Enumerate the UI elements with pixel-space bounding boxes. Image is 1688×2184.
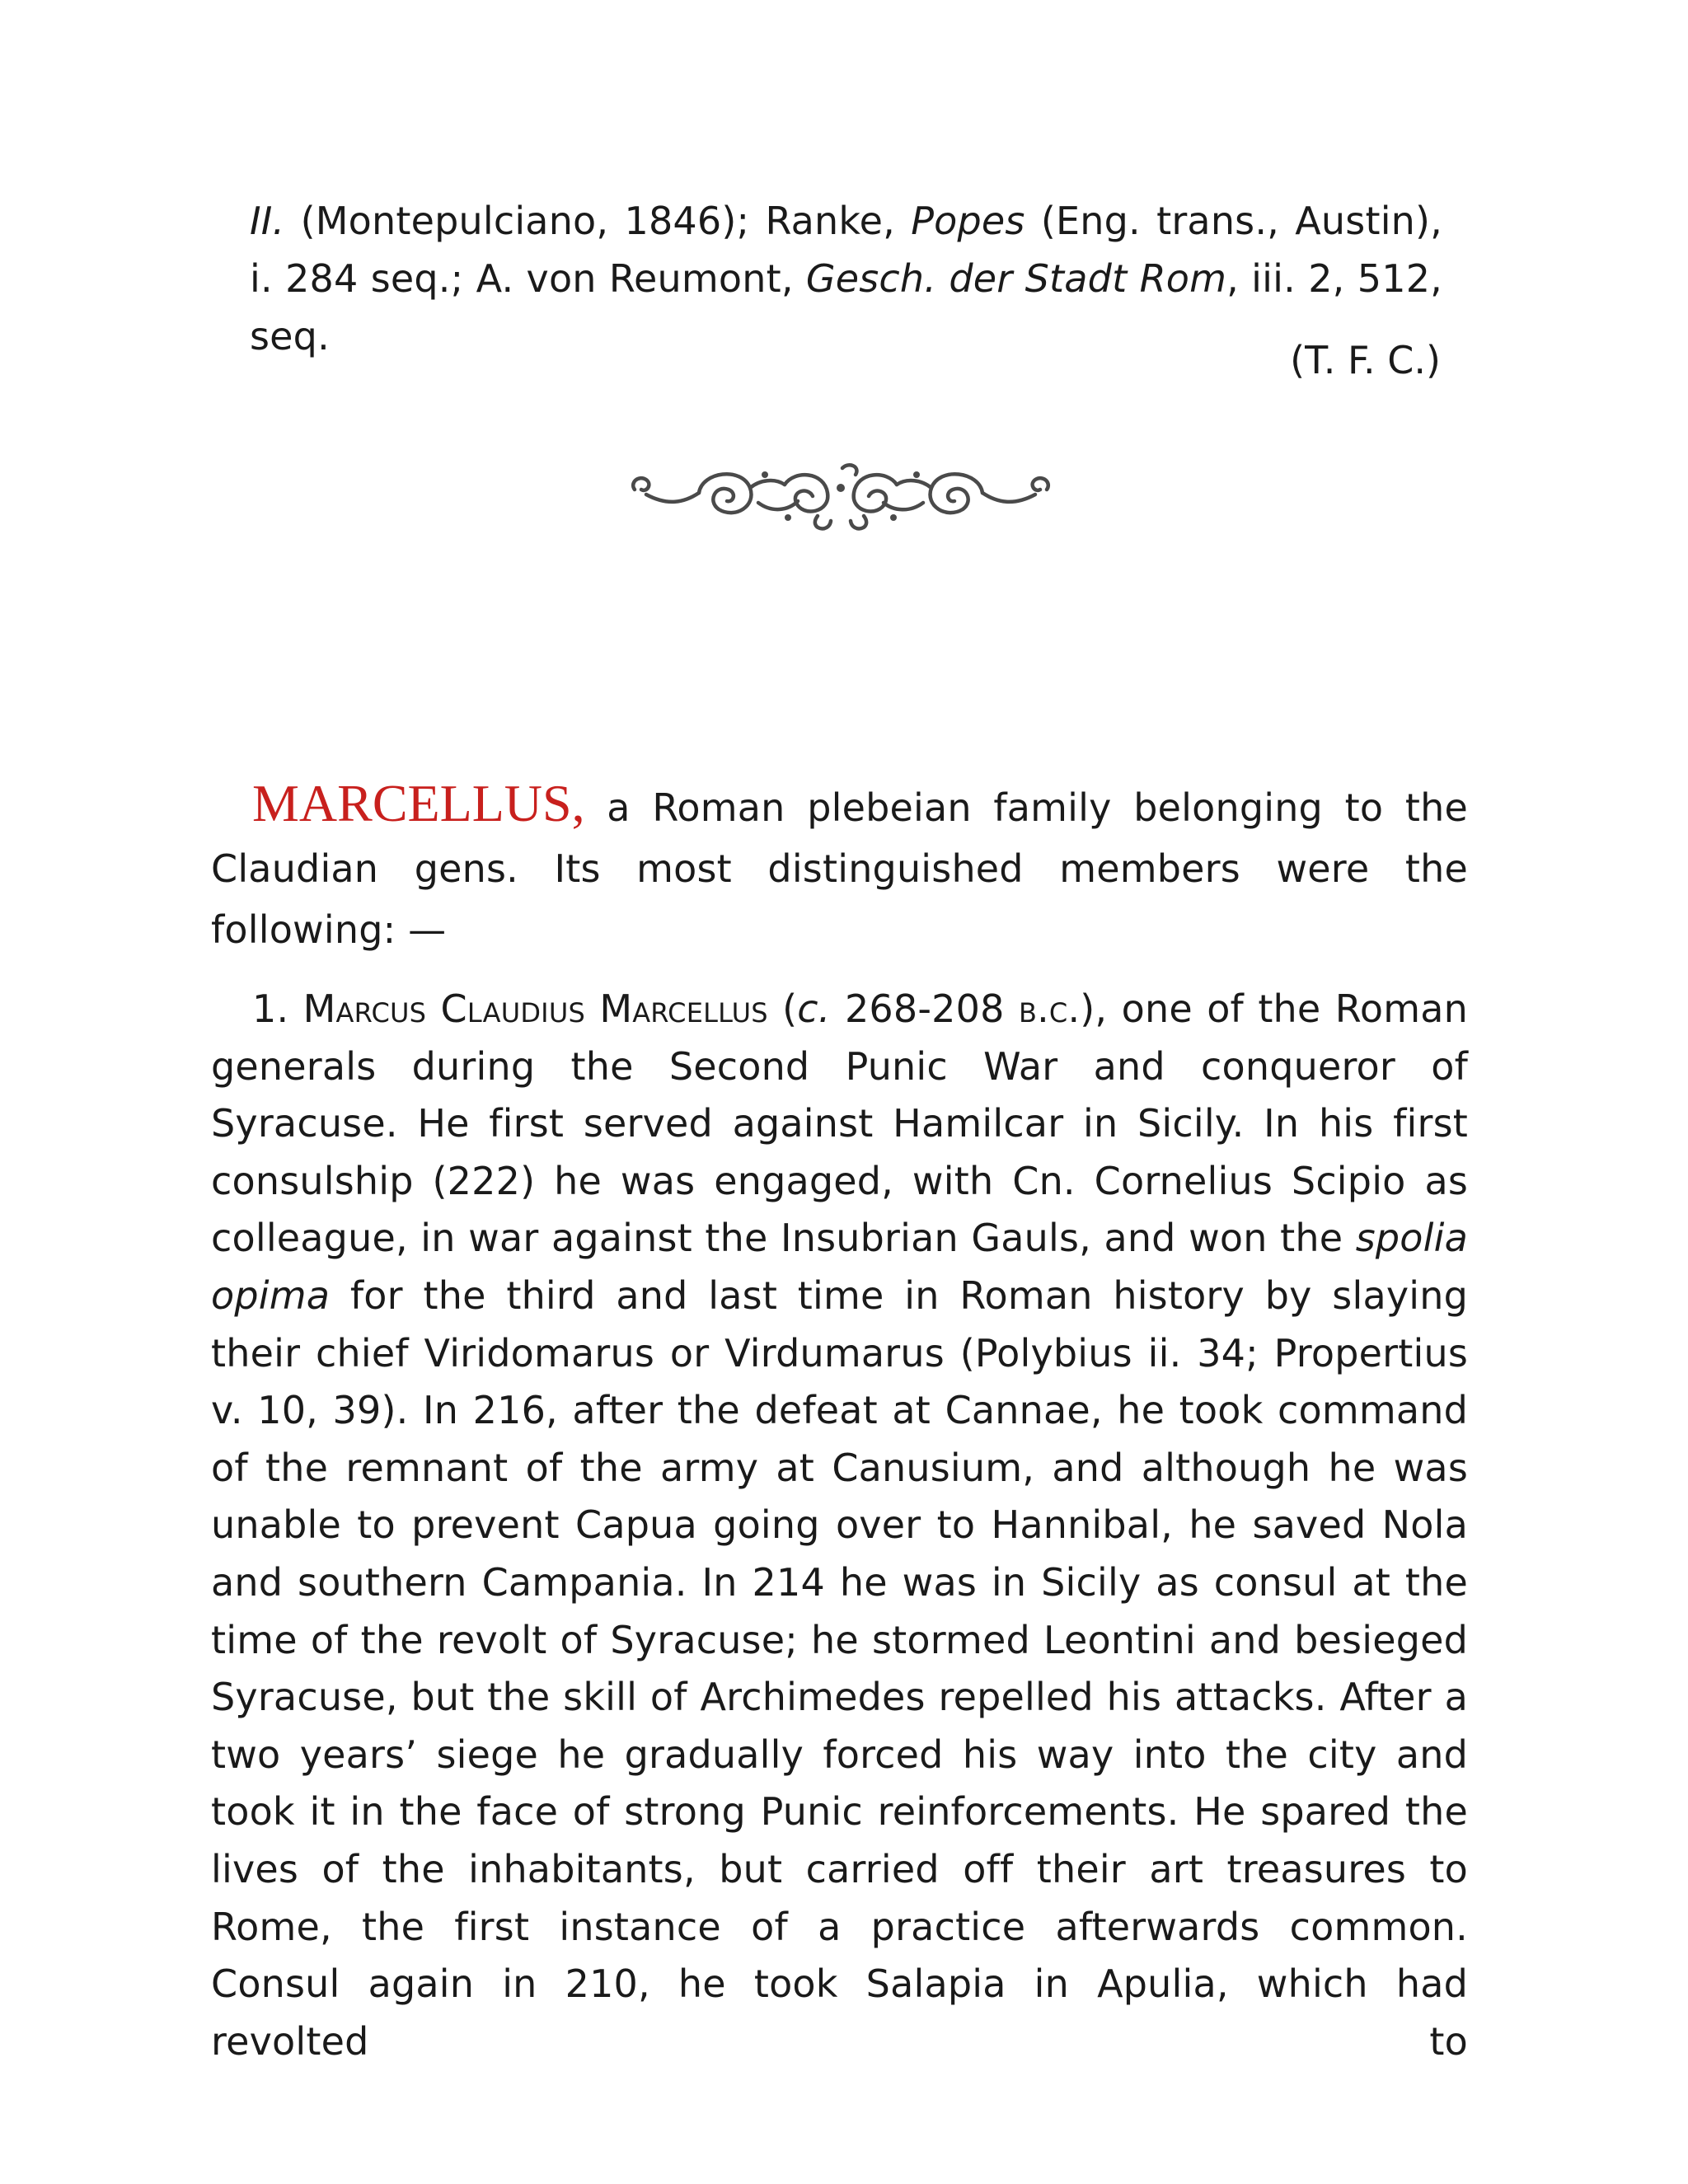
member-paragraph <box>211 981 1468 2070</box>
entry-intro-text: a Roman plebeian family belonging to the Claudian gens. Its most distinguished members were the following: — <box>211 785 1468 952</box>
citation-text-2: (Eng. trans., Austin), i. 284 seq.; A. von Reumont, <box>250 199 1442 301</box>
citation-text-1: (Montepulciano, 1846); Ranke, <box>284 199 912 243</box>
citation-italic-1: II. <box>250 199 285 243</box>
entry-intro <box>211 773 1468 960</box>
member-era: b.c. <box>1018 987 1081 1031</box>
member-name: Marcus Claudius Marcellus <box>302 987 768 1031</box>
member-text-1: ( <box>767 987 798 1031</box>
member-text-3: ), one of the Roman generals during the Second Punic War and conqueror of Syracuse. He first served against Hamilcar in Sicily. In his first consulship (222) he was engaged, with Cn. Cornelius Scipio as colleague, in war against the Insubrian Gauls, and won the <box>211 987 1468 1261</box>
member-circa: c. <box>797 987 831 1031</box>
citation-italic-gesch: Gesch. der Stadt Rom <box>805 256 1227 301</box>
author-initials: (T. F. C.) <box>1290 338 1441 382</box>
citation-text <box>250 192 1442 365</box>
scroll-flourish-ornament-icon <box>626 455 1055 537</box>
citation-italic-popes: Popes <box>911 199 1025 243</box>
citation-text-3: , iii. 2, 512, seq. <box>250 256 1442 359</box>
member-number: 1. <box>252 987 303 1031</box>
member-spolia-opima: spolia opima <box>211 1216 1468 1318</box>
member-text-2: 268-208 <box>830 987 1019 1031</box>
member-text-4: for the third and last time in Roman history by slaying their chief Viridomarus or Virdumarus (Polybius ii. 34; Propertius v. 10, 39). In 216, after the defeat at Cannae, he took command of the remnant of the army at Canusium, and although he was unable to prevent Capua going over to Hannibal, he saved Nola and southern Campania. In 214 he was in Sicily as consul at the time of the revolt of Syracuse; he stormed Leontini and besieged Syracuse, but the skill of Archimedes repelled his attacks. After a two years’ siege he gradually forced his way into the city and took it in the face of strong Punic reinforcements. He spared the lives of the inhabitants, but carried off their art treasures to Rome, the first instance of a practice afterwards common. Consul again in 210, he took Salapia in Apulia, which had revolted to <box>211 1272 1468 2064</box>
entry-headword: MARCELLUS, <box>252 774 585 832</box>
